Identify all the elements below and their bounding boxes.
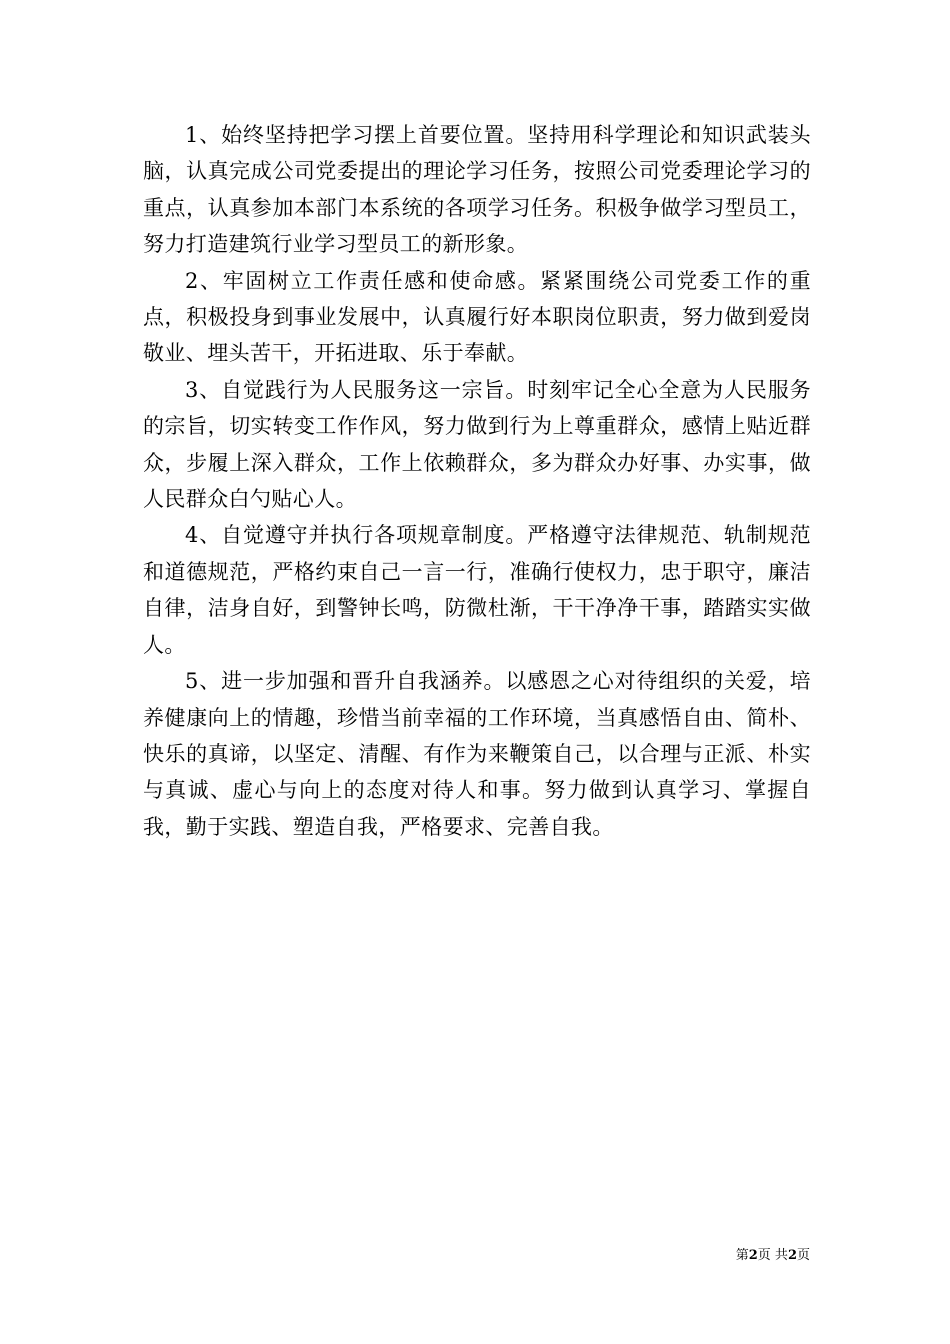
paragraph-2: 2、牢固树立工作责任感和使命感。紧紧围绕公司党委工作的重点，积极投身到事业发展中，认真履行好本职岗位职责，努力做到爱岗敬业、埋头苦干，开拓进取、乐于奉献。	[143, 268, 811, 366]
paragraph-4: 4、自觉遵守并执行各项规章制度。严格遵守法律规范、轨制规范和道德规范，严格约束自己一言一行，准确行使权力，忠于职守，廉洁自律，洁身自好，到警钟长鸣，防微杜渐，干干净净干事，踏踏实实做人。	[143, 523, 811, 657]
paragraph-3: 3、自觉践行为人民服务这一宗旨。时刻牢记全心全意为人民服务的宗旨，切实转变工作作风，努力做到行为上尊重群众，感情上贴近群众，步履上深入群众，工作上依赖群众，多为群众办好事、办实事，做人民群众白勺贴心人。	[143, 377, 811, 512]
footer-middle: 页 共	[757, 1248, 788, 1263]
total-pages-number: 2	[787, 1248, 797, 1263]
footer-suffix: 页	[796, 1248, 810, 1263]
current-page-number: 2	[748, 1248, 758, 1263]
footer-prefix: 第	[735, 1248, 749, 1263]
document-body	[143, 117, 811, 845]
page-footer	[700, 1247, 810, 1265]
paragraph-5: 5、进一步加强和晋升自我涵养。以感恩之心对待组织的关爱，培养健康向上的情趣，珍惜当前幸福的工作环境，当真感悟自由、简朴、快乐的真谛，以坚定、清醒、有作为来鞭策自己，以合理与正派、朴实与真诚、虚心与向上的态度对待人和事。努力做到认真学习、掌握自我，勤于实践、塑造自我，严格要求、完善自我。	[143, 669, 811, 839]
paragraph-1: 1、始终坚持把学习摆上首要位置。坚持用科学理论和知识武装头脑，认真完成公司党委提出的理论学习任务，按照公司党委理论学习的重点，认真参加本部门本系统的各项学习任务。积极争做学习型员工，努力打造建筑行业学习型员工的新形象。	[143, 123, 811, 257]
